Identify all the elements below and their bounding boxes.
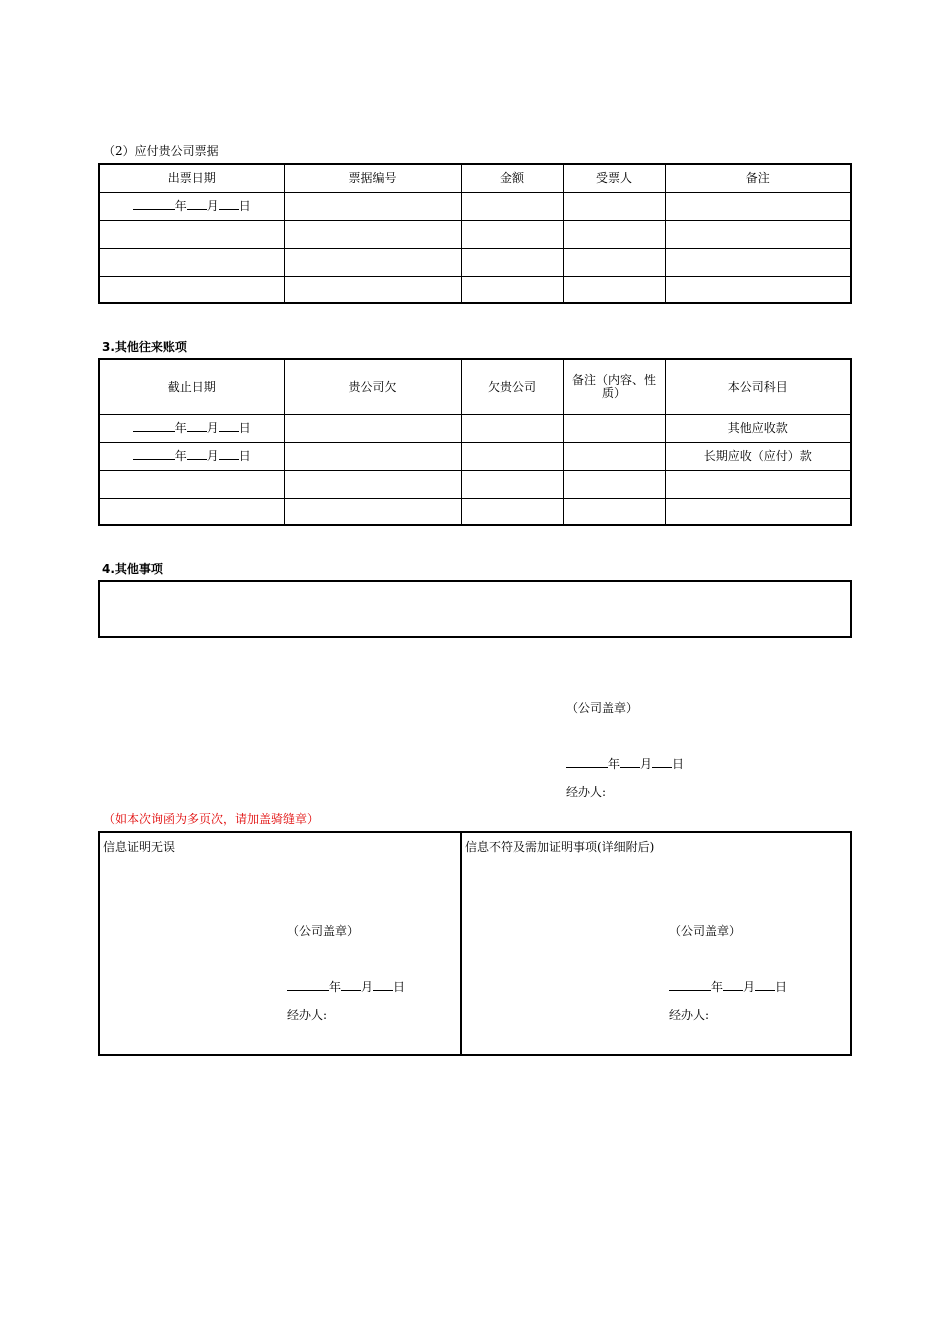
table-cell[interactable] xyxy=(284,414,461,442)
table-cell[interactable] xyxy=(99,498,284,525)
header-issue-date: 出票日期 xyxy=(99,164,284,192)
section2-title: （2）应付贵公司票据 xyxy=(103,144,219,158)
table-cell[interactable] xyxy=(665,470,851,498)
table-cell[interactable] xyxy=(284,470,461,498)
table-cell[interactable] xyxy=(284,442,461,470)
table-cell[interactable] xyxy=(563,470,665,498)
confirm-correct-title: 信息证明无误 xyxy=(103,840,176,854)
table-cell[interactable] xyxy=(563,442,665,470)
table-cell[interactable] xyxy=(665,220,851,248)
left-confirm-date[interactable]: 年 月 日 xyxy=(287,978,405,995)
table-cell[interactable] xyxy=(284,248,461,276)
header-cutoff-date: 截止日期 xyxy=(99,359,284,414)
header-owed-by-us: 贵公司欠 xyxy=(284,359,461,414)
table-row xyxy=(99,414,851,442)
table-cell[interactable] xyxy=(665,192,851,220)
confirm-discrepancy-title: 信息不符及需加证明事项(详细附后) xyxy=(465,840,655,854)
table-row xyxy=(99,442,851,470)
left-handler-label: 经办人: xyxy=(287,1008,328,1022)
table-cell[interactable] xyxy=(563,498,665,525)
right-handler-label: 经办人: xyxy=(669,1008,710,1022)
header-note-number: 票据编号 xyxy=(284,164,461,192)
table-cell[interactable] xyxy=(284,276,461,303)
date-cell[interactable]: 年 月 日 xyxy=(99,192,284,220)
table-cell[interactable] xyxy=(665,276,851,303)
confirmation-box xyxy=(98,831,852,1056)
header-payee: 受票人 xyxy=(563,164,665,192)
header-remarks: 备注 xyxy=(665,164,851,192)
section3-title: 3.其他往来账项 xyxy=(102,340,187,354)
table-cell[interactable] xyxy=(284,220,461,248)
table-cell[interactable] xyxy=(563,248,665,276)
table-cell[interactable] xyxy=(461,470,563,498)
header-account-subject: 本公司科目 xyxy=(665,359,851,414)
table-cell[interactable] xyxy=(99,276,284,303)
table-row xyxy=(99,498,851,525)
table-cell[interactable] xyxy=(99,220,284,248)
left-company-stamp-label: （公司盖章） xyxy=(287,924,360,938)
table-header-row xyxy=(99,164,851,192)
table-cell[interactable] xyxy=(461,220,563,248)
seal-date[interactable]: 年 月 日 xyxy=(566,755,684,772)
table-cell[interactable] xyxy=(665,498,851,525)
handler-label: 经办人: xyxy=(566,785,607,799)
table-cell[interactable] xyxy=(461,248,563,276)
table-cell[interactable] xyxy=(284,192,461,220)
table-cell[interactable] xyxy=(284,498,461,525)
table-cell[interactable] xyxy=(99,248,284,276)
table-cell[interactable] xyxy=(665,248,851,276)
table-row xyxy=(99,276,851,303)
other-accounts-table xyxy=(98,358,852,526)
table-row xyxy=(99,220,851,248)
header-owed-to-us: 欠贵公司 xyxy=(461,359,563,414)
header-remarks: 备注（内容、性质） xyxy=(563,359,665,414)
account-subject-cell: 其他应收款 xyxy=(665,414,851,442)
table-cell[interactable] xyxy=(461,276,563,303)
table-row xyxy=(99,470,851,498)
table-cell[interactable] xyxy=(563,276,665,303)
table-cell[interactable] xyxy=(563,220,665,248)
table-cell[interactable] xyxy=(461,498,563,525)
company-stamp-label: （公司盖章） xyxy=(566,701,639,715)
date-cell[interactable]: 年 月 日 xyxy=(99,442,284,470)
section4-title: 4.其他事项 xyxy=(102,562,163,576)
table-cell[interactable] xyxy=(563,192,665,220)
table-cell[interactable] xyxy=(461,442,563,470)
table-header-row xyxy=(99,359,851,414)
right-confirm-date[interactable]: 年 月 日 xyxy=(669,978,787,995)
date-cell[interactable]: 年 月 日 xyxy=(99,414,284,442)
table-row xyxy=(99,192,851,220)
table-cell[interactable] xyxy=(99,470,284,498)
header-amount: 金额 xyxy=(461,164,563,192)
account-subject-cell: 长期应收（应付）款 xyxy=(665,442,851,470)
table-cell[interactable] xyxy=(461,192,563,220)
table-cell[interactable] xyxy=(461,414,563,442)
table-row xyxy=(99,248,851,276)
right-company-stamp-label: （公司盖章） xyxy=(669,924,742,938)
cross-page-seal-note: （如本次询函为多页次，请加盖骑缝章） xyxy=(103,812,320,826)
notes-payable-table xyxy=(98,163,852,304)
confirmation-divider xyxy=(460,831,462,1056)
other-matters-box[interactable] xyxy=(98,580,852,638)
table-cell[interactable] xyxy=(563,414,665,442)
